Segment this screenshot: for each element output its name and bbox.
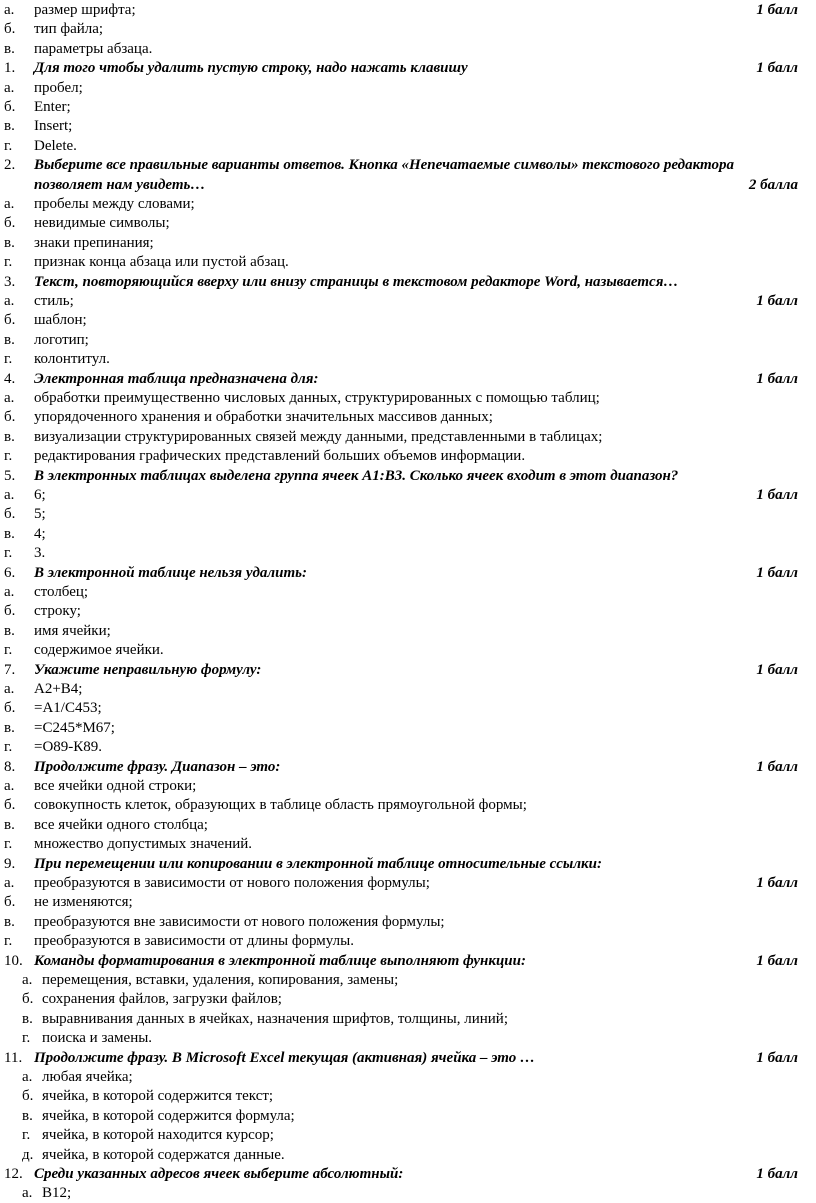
option-letter: б.	[22, 991, 34, 1008]
option-letter: г.	[4, 254, 13, 271]
option-letter: г.	[4, 739, 13, 756]
option-letter: в.	[4, 118, 15, 135]
option-text: строку;	[34, 603, 81, 620]
option-letter: г.	[4, 448, 13, 465]
answer-option	[0, 428, 816, 447]
answer-option	[0, 79, 816, 98]
option-text: все ячейки одного столбца;	[34, 816, 208, 833]
answer-option	[0, 699, 816, 718]
question-text-continued: позволяет нам увидеть…	[34, 176, 206, 193]
answer-option	[0, 583, 816, 602]
option-letter: г.	[4, 933, 13, 950]
points-label: 1 балл	[756, 875, 798, 891]
option-letter: б.	[4, 894, 16, 911]
option-letter: г.	[4, 351, 13, 368]
question-number: 1.	[4, 60, 16, 77]
option-letter: а.	[4, 487, 15, 503]
option-letter: г.	[22, 1030, 31, 1047]
answer-option	[0, 1010, 816, 1029]
option-letter: а.	[4, 875, 15, 891]
option-letter: б.	[4, 99, 16, 115]
option-text: все ячейки одной строки;	[34, 778, 197, 794]
answer-option	[0, 253, 816, 272]
option-letter: б.	[4, 215, 16, 232]
option-letter: в.	[4, 816, 15, 833]
answer-option	[0, 331, 816, 350]
answer-option	[0, 40, 816, 59]
option-text: поиска и замены.	[42, 1030, 153, 1047]
option-letter: а.	[22, 972, 33, 988]
answer-option	[0, 525, 816, 544]
question-number: 9.	[4, 855, 16, 872]
option-letter: а.	[4, 2, 15, 18]
answer-option	[0, 971, 816, 990]
answer-option	[0, 738, 816, 757]
option-letter: б.	[4, 312, 16, 329]
question-text: Команды форматирования в электронной таблице выполняют функции:	[34, 952, 526, 969]
question-text: В электронной таблице нельзя удалить:	[34, 564, 307, 581]
answer-option	[0, 408, 816, 427]
option-text: параметры абзаца.	[34, 40, 153, 57]
question-number: 5.	[4, 467, 16, 484]
question-line	[0, 1165, 816, 1184]
question-text: Укажите неправильную формулу:	[34, 661, 262, 678]
points-label: 1 балл	[756, 60, 798, 77]
question-text: Электронная таблица предназначена для:	[34, 370, 319, 387]
answer-option	[0, 311, 816, 330]
option-text: знаки препинания;	[34, 234, 154, 251]
answer-option	[0, 796, 816, 815]
option-letter: г.	[4, 545, 13, 562]
option-letter: в.	[4, 622, 15, 639]
answer-option	[0, 602, 816, 621]
option-text: ячейка, в которой содержатся данные.	[42, 1146, 285, 1163]
answer-option	[0, 680, 816, 699]
option-letter: в.	[4, 719, 15, 736]
answer-option	[0, 214, 816, 233]
question-text: При перемещении или копировании в электронной таблице относительные ссылки:	[34, 855, 602, 872]
option-text: размер шрифта;	[34, 2, 136, 18]
question-number: 3.	[4, 273, 16, 290]
option-letter: г.	[22, 1127, 31, 1144]
answer-option	[0, 20, 816, 39]
question-line	[0, 467, 816, 486]
question-number: 10.	[4, 952, 23, 969]
answer-option	[0, 893, 816, 912]
answer-option	[0, 98, 816, 117]
question-line	[0, 855, 816, 874]
option-letter: в.	[22, 1107, 33, 1124]
answer-option	[0, 195, 816, 214]
option-letter: в.	[4, 525, 15, 542]
points-label: 1 балл	[756, 370, 798, 387]
option-text: =А1/С453;	[34, 700, 102, 717]
question-text: Продолжите фразу. В Microsoft Excel текущая (активная) ячейка – это …	[34, 1049, 536, 1066]
answer-option	[0, 932, 816, 951]
option-letter: в.	[4, 234, 15, 251]
option-letter: в.	[4, 40, 15, 57]
option-letter: а.	[4, 390, 15, 406]
option-text: стиль;	[34, 293, 74, 309]
answer-option	[0, 486, 816, 505]
answer-option	[0, 777, 816, 796]
answer-option	[0, 874, 816, 893]
answer-option	[0, 389, 816, 408]
question-line	[0, 661, 816, 680]
option-text: Enter;	[34, 99, 71, 115]
option-text: множество допустимых значений.	[34, 836, 253, 853]
question-line-continued	[0, 176, 816, 195]
option-text: пробел;	[34, 79, 83, 96]
option-text: содержимое ячейки.	[34, 642, 164, 659]
option-letter: в.	[22, 1010, 33, 1027]
option-text: любая ячейка;	[42, 1069, 133, 1085]
option-letter: б.	[4, 21, 16, 38]
option-text: ячейка, в которой находится курсор;	[42, 1127, 274, 1144]
option-text: ячейка, в которой содержится текст;	[42, 1088, 274, 1105]
option-letter: б.	[4, 700, 16, 717]
option-letter: а.	[22, 1185, 33, 1202]
option-text: шаблон;	[34, 312, 87, 329]
points-label: 1 балл	[756, 293, 798, 309]
answer-option	[0, 292, 816, 311]
question-line	[0, 758, 816, 777]
option-letter: г.	[4, 137, 13, 154]
option-text: 6;	[34, 487, 46, 503]
answer-option	[0, 1068, 816, 1087]
answer-option	[0, 835, 816, 854]
answer-option	[0, 1, 816, 20]
option-text: колонтитул.	[34, 351, 110, 368]
option-text: имя ячейки;	[34, 622, 111, 639]
option-letter: д.	[22, 1146, 34, 1163]
answer-option	[0, 137, 816, 156]
answer-option	[0, 622, 816, 641]
option-text: =С245*М67;	[34, 719, 115, 736]
question-text: Выберите все правильные варианты ответов. Кнопка «Непечатаемые символы» текстового редактора	[34, 157, 734, 174]
option-text: Insert;	[34, 118, 73, 135]
question-line	[0, 273, 816, 292]
question-line	[0, 59, 816, 78]
option-letter: б.	[22, 1088, 34, 1105]
answer-option	[0, 1107, 816, 1126]
answer-option	[0, 350, 816, 369]
question-text: Для того чтобы удалить пустую строку, надо нажать клавишу	[34, 60, 468, 77]
option-letter: а.	[4, 584, 15, 600]
option-text: тип файла;	[34, 21, 104, 38]
option-text: не изменяются;	[34, 894, 133, 911]
question-number: 6.	[4, 564, 16, 581]
option-text: =О89-К89.	[34, 739, 103, 756]
option-text: А2+В4;	[34, 681, 83, 697]
answer-option	[0, 816, 816, 835]
answer-option	[0, 505, 816, 524]
option-letter: а.	[4, 293, 15, 309]
option-text: 5;	[34, 506, 46, 523]
points-label: 1 балл	[756, 1166, 798, 1182]
points-label: 2 балла	[748, 176, 798, 193]
points-label: 1 балл	[756, 1049, 798, 1066]
answer-option	[0, 1184, 816, 1203]
option-text: невидимые символы;	[34, 215, 170, 232]
question-number: 7.	[4, 661, 16, 678]
answer-option	[0, 719, 816, 738]
option-letter: а.	[4, 196, 15, 212]
answer-option	[0, 990, 816, 1009]
question-number: 2.	[4, 157, 16, 174]
option-text: столбец;	[34, 584, 89, 600]
option-letter: а.	[4, 79, 15, 96]
option-text: обработки преимущественно числовых данных, структурированных с помощью таблиц;	[34, 390, 600, 406]
answer-option	[0, 544, 816, 563]
points-label: 1 балл	[756, 487, 798, 503]
option-text: логотип;	[34, 331, 89, 348]
option-text: Delete.	[34, 137, 77, 154]
option-text: упорядоченного хранения и обработки значительных массивов данных;	[34, 409, 493, 426]
question-line	[0, 156, 816, 175]
question-line	[0, 952, 816, 971]
answer-option	[0, 1146, 816, 1165]
option-letter: а.	[22, 1069, 33, 1085]
answer-option	[0, 1029, 816, 1048]
option-text: преобразуются в зависимости от нового положения формулы;	[34, 875, 430, 891]
answer-option	[0, 1126, 816, 1145]
answer-option	[0, 117, 816, 136]
question-number: 12.	[4, 1166, 23, 1182]
question-text: Продолжите фразу. Диапазон – это:	[34, 758, 281, 775]
option-letter: б.	[4, 409, 16, 426]
points-label: 1 балл	[756, 564, 798, 581]
option-text: выравнивания данных в ячейках, назначения шрифтов, толщины, линий;	[42, 1010, 508, 1027]
option-letter: а.	[4, 778, 15, 794]
answer-option	[0, 234, 816, 253]
answer-option	[0, 913, 816, 932]
option-letter: б.	[4, 797, 16, 814]
answer-option	[0, 447, 816, 466]
option-text: признак конца абзаца или пустой абзац.	[34, 254, 289, 271]
option-text: сохранения файлов, загрузки файлов;	[42, 991, 282, 1008]
option-text: 4;	[34, 525, 46, 542]
option-letter: г.	[4, 836, 13, 853]
answer-option	[0, 1087, 816, 1106]
option-text: преобразуются вне зависимости от нового положения формулы;	[34, 913, 445, 930]
option-text: перемещения, вставки, удаления, копирования, замены;	[42, 972, 399, 988]
question-line	[0, 564, 816, 583]
points-label: 1 балл	[756, 952, 798, 969]
option-letter: а.	[4, 681, 15, 697]
question-line	[0, 370, 816, 389]
option-text: совокупность клеток, образующих в таблице область прямоугольной формы;	[34, 797, 527, 814]
option-letter: в.	[4, 428, 15, 445]
question-number: 11.	[4, 1049, 23, 1066]
option-letter: г.	[4, 642, 13, 659]
points-label: 1 балл	[756, 2, 798, 18]
option-letter: б.	[4, 506, 16, 523]
question-line	[0, 1049, 816, 1068]
answer-option	[0, 641, 816, 660]
option-text: В12;	[42, 1185, 72, 1202]
option-text: ячейка, в которой содержится формула;	[42, 1107, 295, 1124]
option-letter: в.	[4, 913, 15, 930]
option-text: 3.	[34, 545, 46, 562]
question-text: Текст, повторяющийся вверху или внизу страницы в текстовом редакторе Word, называется…	[34, 273, 679, 290]
option-letter: в.	[4, 331, 15, 348]
points-label: 1 балл	[756, 661, 798, 678]
option-text: редактирования графических представлений больших объемов информации.	[34, 448, 526, 465]
points-label: 1 балл	[756, 758, 798, 775]
question-text: В электронных таблицах выделена группа ячеек А1:В3. Сколько ячеек входит в этот диапазон?	[34, 467, 679, 484]
option-text: пробелы между словами;	[34, 196, 195, 212]
option-letter: б.	[4, 603, 16, 620]
question-number: 8.	[4, 758, 16, 775]
question-number: 4.	[4, 370, 16, 387]
option-text: визуализации структурированных связей между данными, представленными в таблицах;	[34, 428, 603, 445]
option-text: преобразуются в зависимости от длины формулы.	[34, 933, 354, 950]
question-text: Среди указанных адресов ячеек выберите абсолютный:	[34, 1166, 404, 1182]
